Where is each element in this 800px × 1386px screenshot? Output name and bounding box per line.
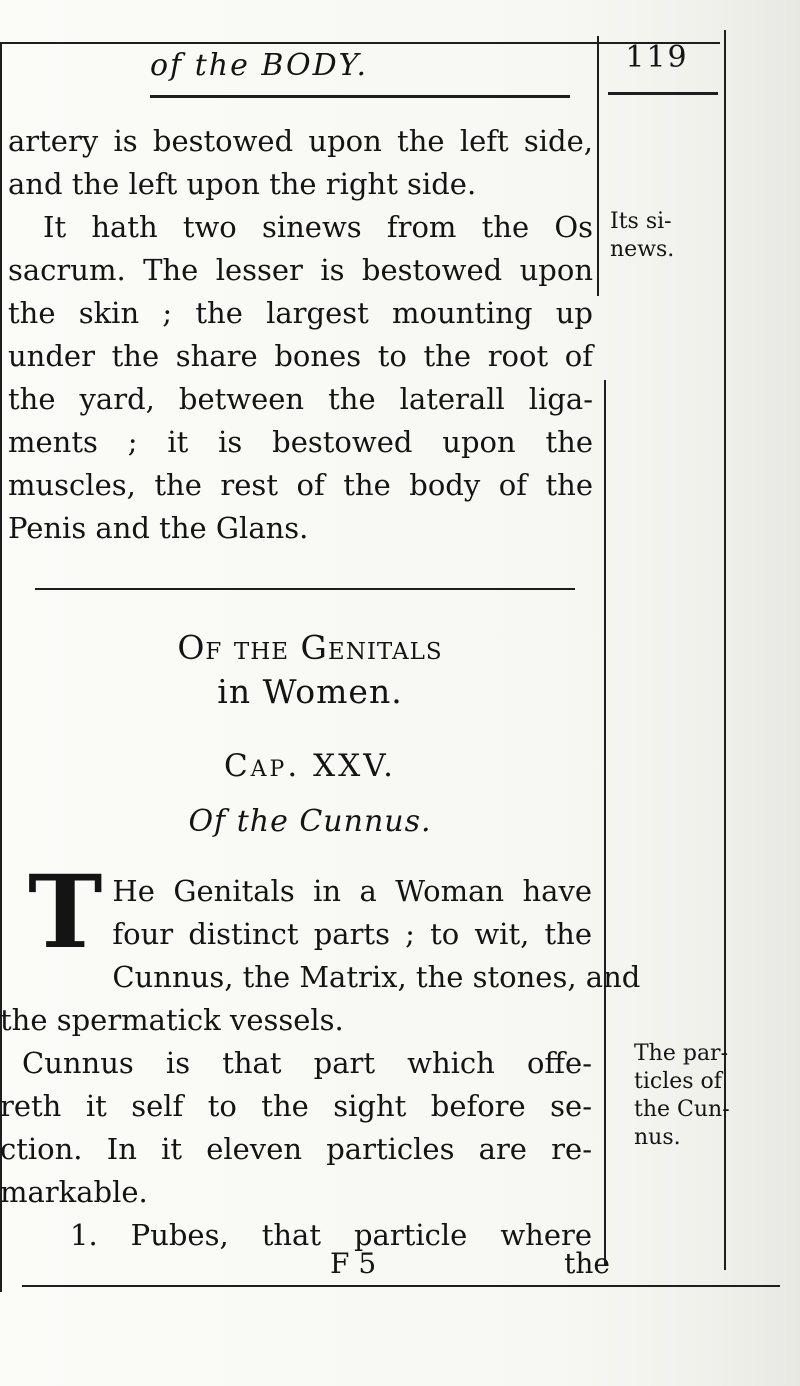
header-rule-left xyxy=(150,95,570,98)
running-head: of the BODY. xyxy=(150,48,369,83)
text-line: markable. xyxy=(0,1175,148,1209)
text-line: 1. Pubes, that particle where xyxy=(70,1218,592,1252)
text-line: under the share bones to the root of xyxy=(8,339,593,373)
drop-cap: T xyxy=(28,853,103,971)
text-line: He Genitals in a Woman have xyxy=(112,874,592,908)
catchword: the xyxy=(564,1247,610,1280)
section-title-line2: in Women. xyxy=(217,672,403,711)
text-line: the yard, between the laterall liga- xyxy=(8,382,593,416)
text-line: Cunnus is that part which offe- xyxy=(22,1046,592,1080)
text-line: the spermatick vessels. xyxy=(0,1003,344,1037)
text-column-rule xyxy=(597,36,599,296)
chapter-heading: Cap. XXV. xyxy=(223,748,397,784)
chapter-paragraph xyxy=(0,853,641,1257)
text-line: muscles, the rest of the body of the xyxy=(8,468,593,502)
section-title xyxy=(30,626,590,714)
text-line: four distinct parts ; to wit, the xyxy=(112,917,592,951)
text-line: sacrum. The lesser is bestowed upon xyxy=(8,253,593,287)
text-line: ments ; it is bestowed upon the xyxy=(8,425,593,459)
body-text xyxy=(8,120,593,550)
text-line: artery is bestowed upon the left side, xyxy=(8,124,593,158)
header-rule-right xyxy=(608,92,718,95)
page-number: 119 xyxy=(625,40,689,75)
text-line: the skin ; the largest mounting up xyxy=(8,296,593,330)
text-line: reth it self to the sight before se- xyxy=(0,1089,592,1123)
text-line: and the left upon the right side. xyxy=(8,167,477,201)
text-line: It hath two sinews from the Os xyxy=(43,210,593,244)
margin-note-particles: The par- ticles of the Cun- nus. xyxy=(634,1041,730,1150)
signature-mark: F 5 xyxy=(330,1247,377,1280)
text-line: ction. In it eleven particles are re- xyxy=(0,1132,592,1166)
text-column-rule-lower xyxy=(604,380,606,1265)
section-title-line1: Of the Genitals xyxy=(177,628,443,667)
chapter-subtitle: Of the Cunnus. xyxy=(188,804,432,839)
section-divider-rule xyxy=(35,588,575,590)
text-line: Penis and the Glans. xyxy=(8,511,309,545)
text-line: Cunnus, the Matrix, the stones, and xyxy=(112,960,641,994)
top-border-rule xyxy=(0,42,720,44)
margin-note-sinews: Its si- news. xyxy=(610,209,675,262)
page-footer xyxy=(20,1247,610,1287)
